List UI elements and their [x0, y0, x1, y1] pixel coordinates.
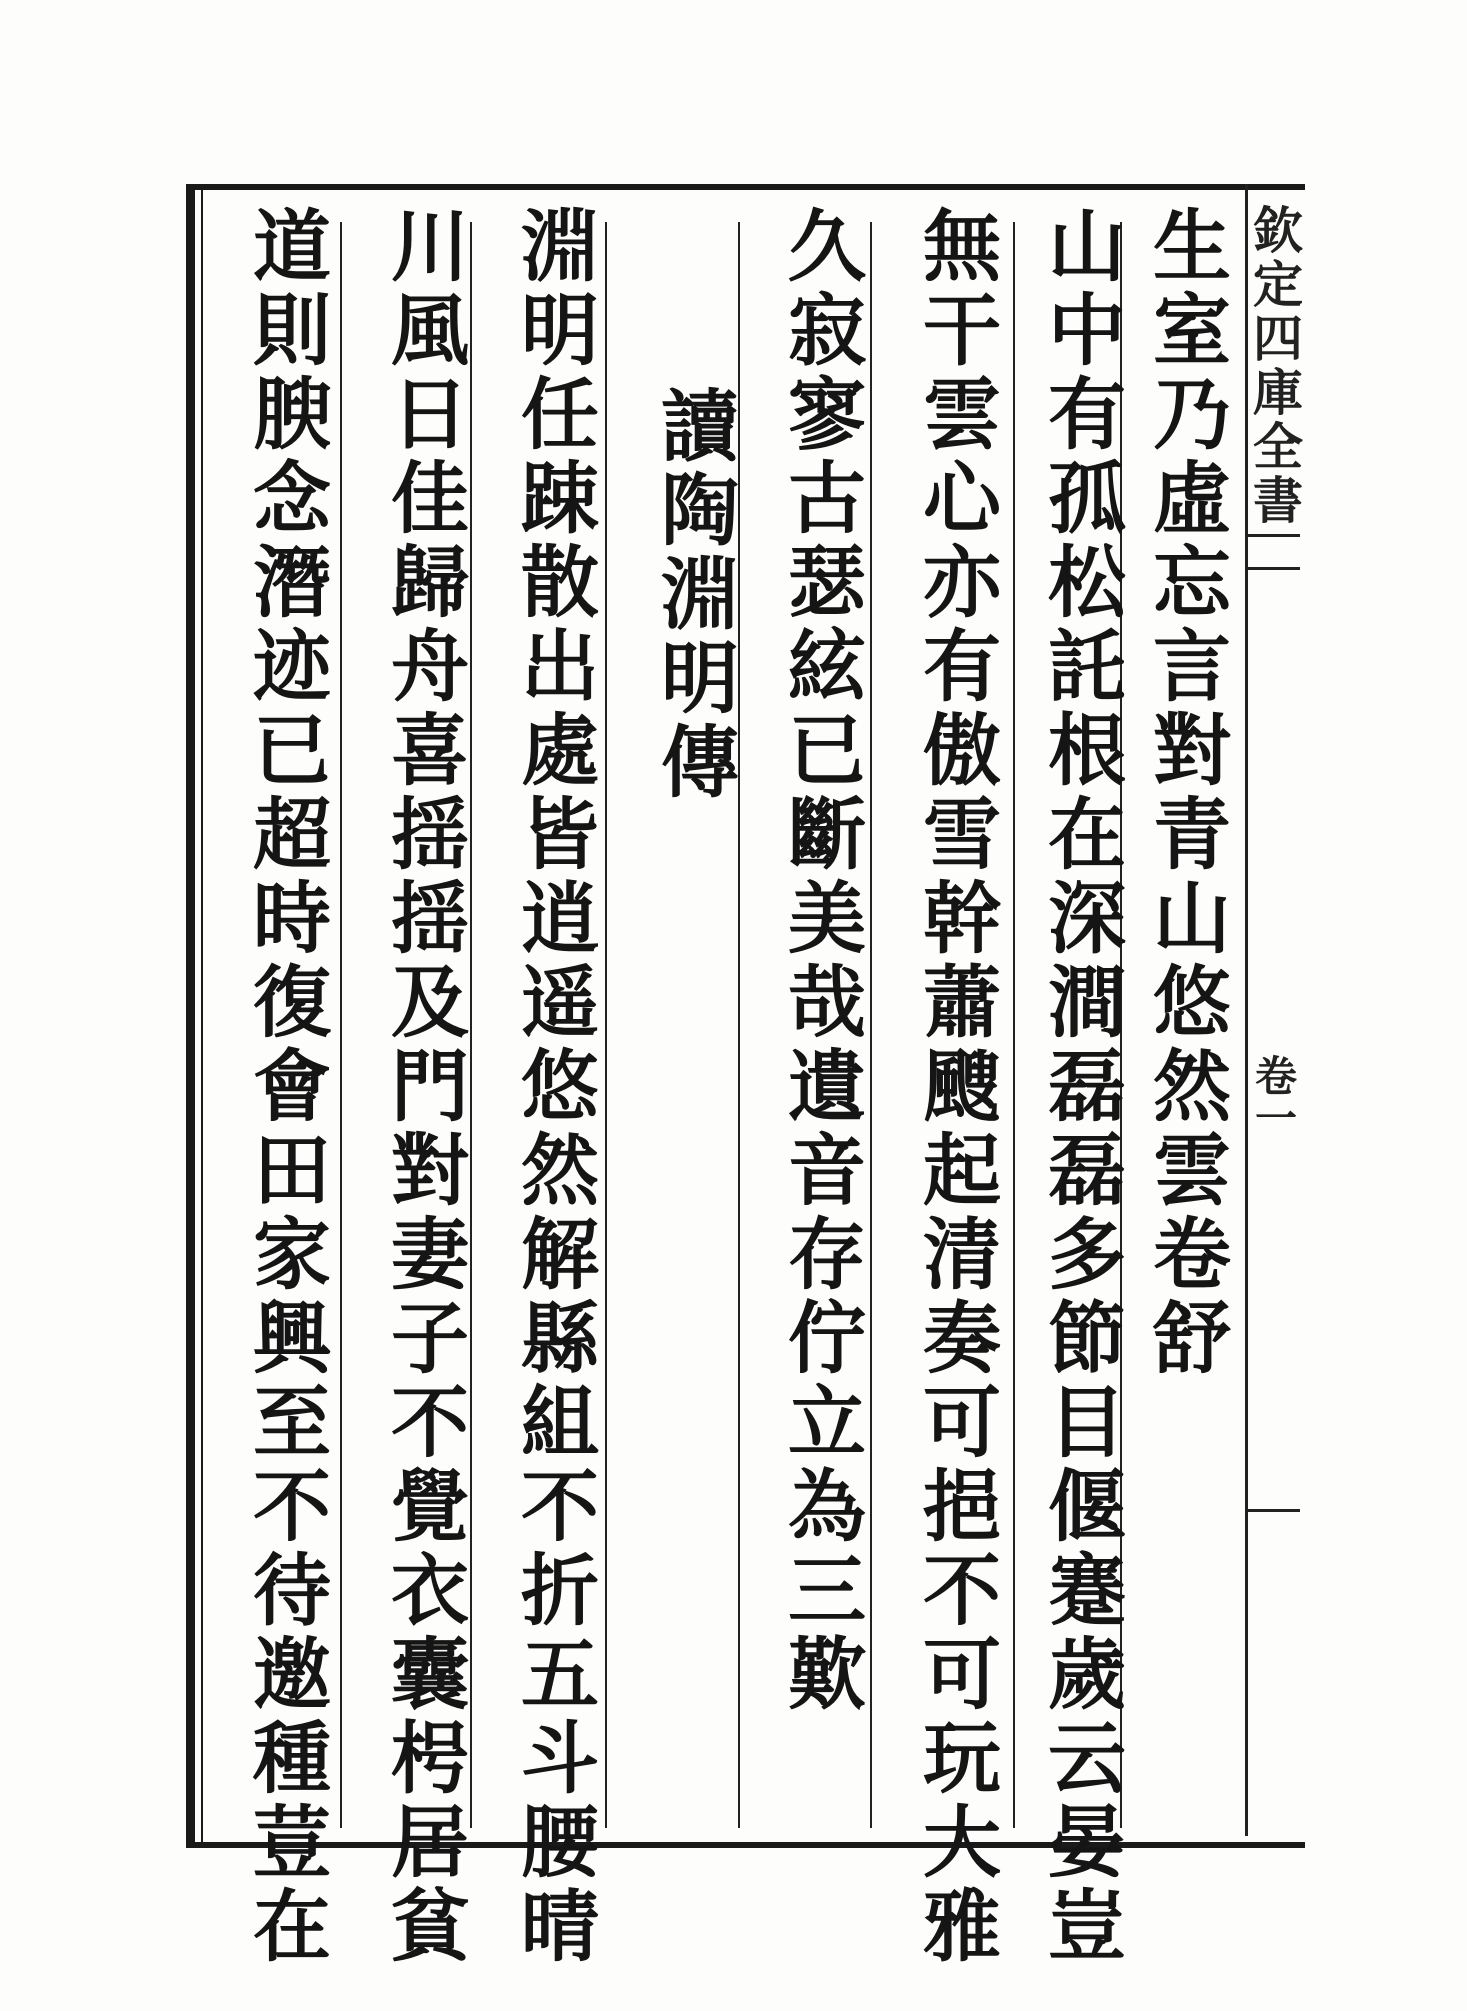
column-rule [1013, 222, 1015, 1828]
text-column-6: 淵明任踈散出處皆逍遥悠然解縣組不折五斗腰晴 [508, 205, 599, 1969]
block-heart-margin [1245, 184, 1304, 1836]
margin-divider [1245, 1509, 1300, 1512]
section-heading: 讀陶淵明傳 [648, 385, 739, 805]
volume-label: 卷一 [1249, 1054, 1298, 1138]
book-title: 欽定四庫全書 [1245, 204, 1304, 528]
fishtail-mark [1245, 534, 1300, 570]
column-rule [340, 222, 342, 1828]
text-column-8: 道則腴念潛迹已超時復會田家興至不待邀種荳在 [240, 205, 331, 1969]
text-column-4: 久寂寥古瑟絃已斷美哉遺音存佇立為三歎 [775, 205, 866, 1717]
text-column-3: 無干雲心亦有傲雪幹蕭颼起清奏可挹不可玩大雅 [910, 205, 1001, 1969]
text-column-2: 山中有孤松託根在深澗磊磊多節目偃蹇歲云晏豈 [1035, 205, 1126, 1969]
text-column-1: 生室乃虛忘言對青山悠然雲卷舒 [1140, 205, 1231, 1381]
text-column-7: 川風日佳歸舟喜揺揺及門對妻子不覺衣囊枵居貧 [378, 205, 469, 1969]
